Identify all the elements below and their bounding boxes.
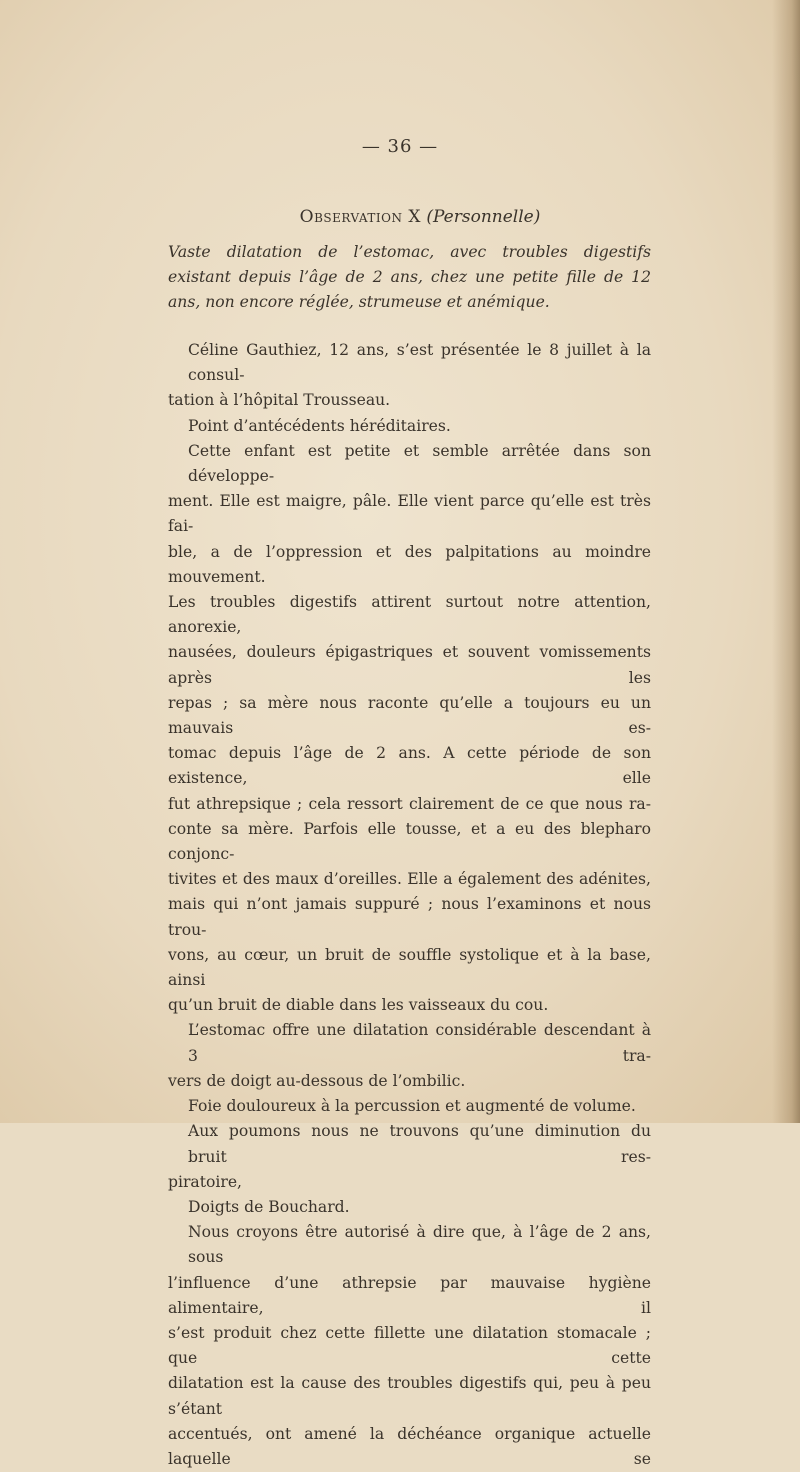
observation-qualifier: (Personnelle) (426, 207, 541, 227)
text-line: Les troubles digestifs attirent surtout notre attention, anorexie, (168, 593, 651, 637)
text-line: dilatation est la cause des troubles digestifs qui, peu à peu s’étant (168, 1374, 651, 1418)
text-line: Aux poumons nous ne trouvons qu’une diminution du bruit res- (188, 1122, 651, 1166)
page-number: — 36 — (361, 136, 439, 157)
text-line: Point d’antécédents héréditaires. (188, 416, 451, 435)
text-line: mais qui n’ont jamais suppuré ; nous l’examinons et nous trou- (168, 895, 651, 939)
text-line: Foie douloureux à la percussion et augmenté de volume. (188, 1097, 636, 1116)
text-line: Céline Gauthiez, 12 ans, s’est présentée le 8 juillet à la consul- (188, 341, 651, 385)
text-line: L’estomac offre une dilatation considérable descendant à 3 tra- (188, 1021, 651, 1065)
text-line: vons, au cœur, un bruit de souffle systolique et à la base, ainsi (168, 945, 651, 990)
text-line: l’influence d’une athrepsie par mauvaise hygiène alimentaire, il (168, 1273, 651, 1317)
text-line: ble, a de l’oppression et des palpitations au moindre mouvement. (168, 542, 651, 586)
text-line: piratoire, (168, 1172, 243, 1191)
text-line: nausées, douleurs épigastriques et souvent vomissements après les (168, 643, 651, 687)
text-line: conte sa mère. Parfois elle tousse, et a eu des blepharo conjonc- (168, 819, 651, 864)
text-line: ment. Elle est maigre, pâle. Elle vient parce qu’elle est très fai- (168, 492, 651, 536)
case-summary: Vaste dilatation de l’estomac, avec troubles digestifs existant depuis l’âge de 2 ans, chez une petite fille de 12 ans, non encore réglée, strumeuse et anémique. (168, 243, 651, 311)
text-line: accentués, ont amené la déchéance organique actuelle laquelle se (168, 1424, 651, 1468)
text-line: tomac depuis l’âge de 2 ans. A cette période de son existence, elle (168, 744, 651, 788)
text-line: Doigts de Bouchard. (188, 1197, 350, 1216)
text-line: s’est produit chez cette fillette une dilatation stomacale ; que cette (168, 1323, 651, 1368)
text-line: fut athrepsique ; cela ressort clairement de ce que nous ra- (168, 794, 651, 813)
text-line: tivites et des maux d’oreilles. Elle a également des adénites, (168, 870, 651, 889)
case-report-body (168, 338, 651, 1472)
text-line: vers de doigt au-dessous de l’ombilic. (168, 1071, 466, 1090)
text-line: repas ; sa mère nous raconte qu’elle a toujours eu un mauvais es- (168, 693, 651, 738)
text-line: qu’un bruit de diable dans les vaisseaux du cou. (168, 996, 549, 1015)
observation-heading (0, 207, 800, 227)
observation-label: Observation X (299, 207, 421, 227)
text-line: Nous croyons être autorisé à dire que, à l’âge de 2 ans, sous (188, 1223, 651, 1267)
text-line: Cette enfant est petite et semble arrêtée dans son développe- (188, 441, 651, 486)
page-edge-shadow (772, 0, 800, 1123)
text-line: tation à l’hôpital Trousseau. (168, 391, 391, 410)
